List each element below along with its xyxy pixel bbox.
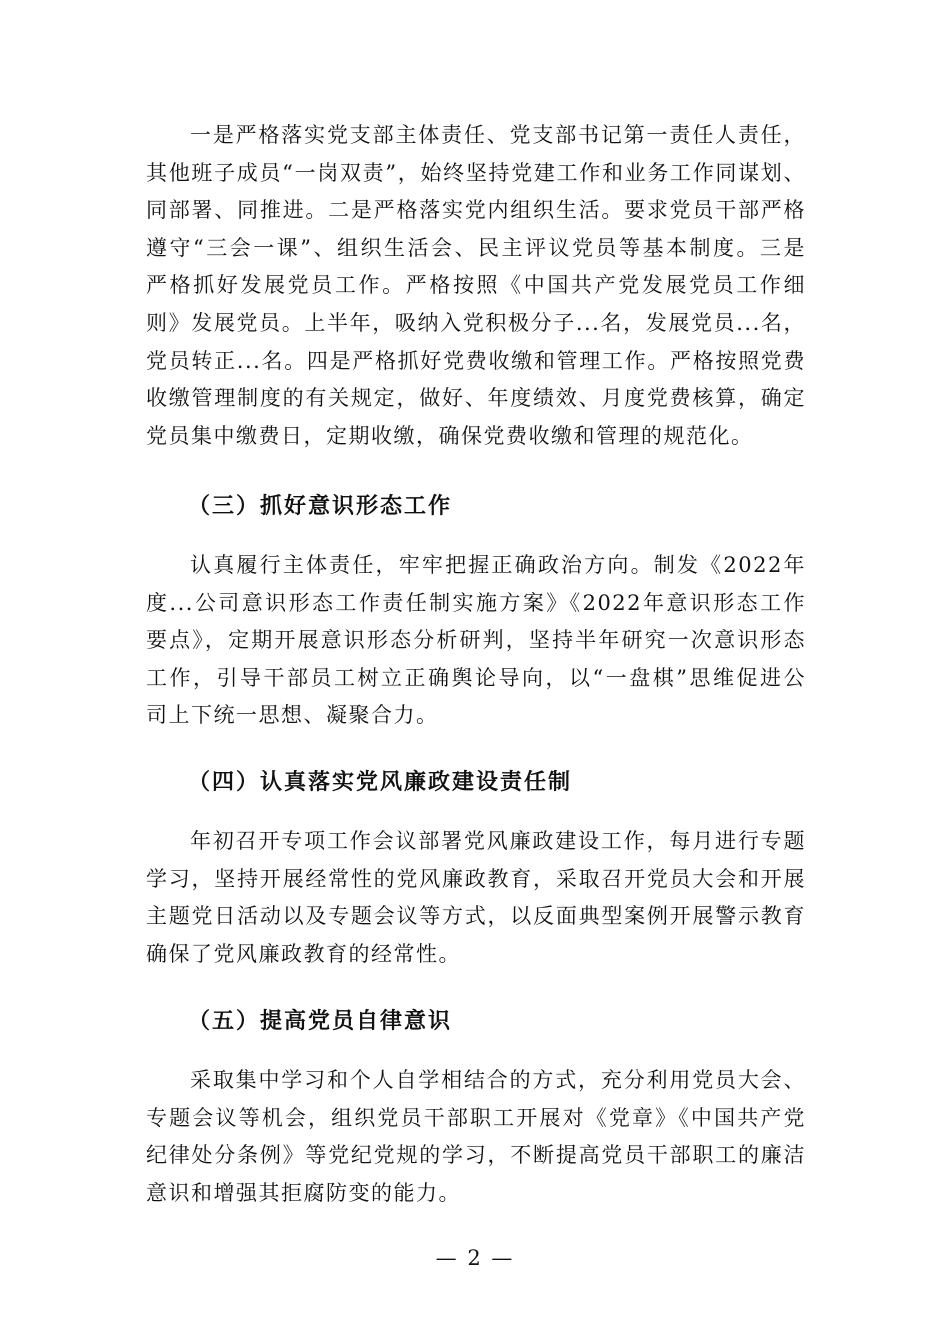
paragraph-line: 采取集中学习和个人自学相结合的方式，充分利用党员大会、: [190, 1068, 806, 1092]
section-heading-integrity: （四）认真落实党风廉政建设责任制: [188, 769, 573, 795]
paragraph-line: 党员转正...名。四是严格抓好党费收缴和管理工作。严格按照党费: [146, 348, 806, 373]
paragraph-line: 收缴管理制度的有关规定，做好、年度绩效、月度党费核算，确定: [146, 386, 806, 411]
paragraph-line: 纪律处分条例》等党纪党规的学习，不断提高党员干部职工的廉洁: [146, 1143, 806, 1168]
paragraph-line: 一是严格落实党支部主体责任、党支部书记第一责任人责任，: [190, 123, 806, 147]
paragraph-line: 党员集中缴费日，定期收缴，确保党费收缴和管理的规范化。: [146, 423, 754, 448]
paragraph-ideology: [146, 547, 806, 735]
paragraph-line: 意识和增强其拒腐防变的能力。: [146, 1180, 461, 1205]
paragraph-line: 专题会议等机会，组织党员干部职工开展对《党章》《中国共产党: [146, 1105, 806, 1130]
page-number: — 2 —: [435, 1246, 515, 1270]
paragraph-line: 同部署、同推进。二是严格落实党内组织生活。要求党员干部严格: [146, 198, 806, 223]
paragraph-line: 司上下统一思想、凝聚合力。: [146, 703, 439, 728]
paragraph-line: 学习，坚持开展经常性的党风廉政教育，采取召开党员大会和开展: [146, 866, 806, 891]
paragraph-line: 严格抓好发展党员工作。严格按照《中国共产党发展党员工作细: [146, 273, 806, 298]
paragraph-line: 确保了党风廉政教育的经常性。: [146, 941, 461, 966]
paragraph-line: 工作，引导干部员工树立正确舆论导向，以“一盘棋”思维促进公: [146, 665, 806, 690]
paragraph-line: 要点》，定期开展意识形态分析研判，坚持半年研究一次意识形态: [146, 628, 806, 653]
paragraph-integrity: [146, 823, 806, 973]
section-heading-ideology: （三）抓好意识形态工作: [188, 493, 453, 519]
paragraph-line: 认真履行主体责任，牢牢把握正确政治方向。制发《2022年: [190, 553, 806, 577]
paragraph-party-organization: [146, 117, 806, 455]
section-heading-self-discipline: （五）提高党员自律意识: [188, 1008, 453, 1034]
paragraph-self-discipline: [146, 1062, 806, 1212]
paragraph-line: 则》发展党员。上半年，吸纳入党积极分子...名，发展党员...名，: [146, 310, 806, 335]
paragraph-line: 其他班子成员“一岗双责”，始终坚持党建工作和业务工作同谋划、: [146, 160, 806, 185]
paragraph-line: 度...公司意识形态工作责任制实施方案》《2022年意识形态工作: [146, 590, 806, 615]
paragraph-line: 主题党日活动以及专题会议等方式，以反面典型案例开展警示教育: [146, 904, 806, 929]
paragraph-line: 年初召开专项工作会议部署党风廉政建设工作，每月进行专题: [190, 829, 806, 853]
paragraph-line: 遵守“三会一课”、组织生活会、民主评议党员等基本制度。三是: [146, 235, 806, 260]
